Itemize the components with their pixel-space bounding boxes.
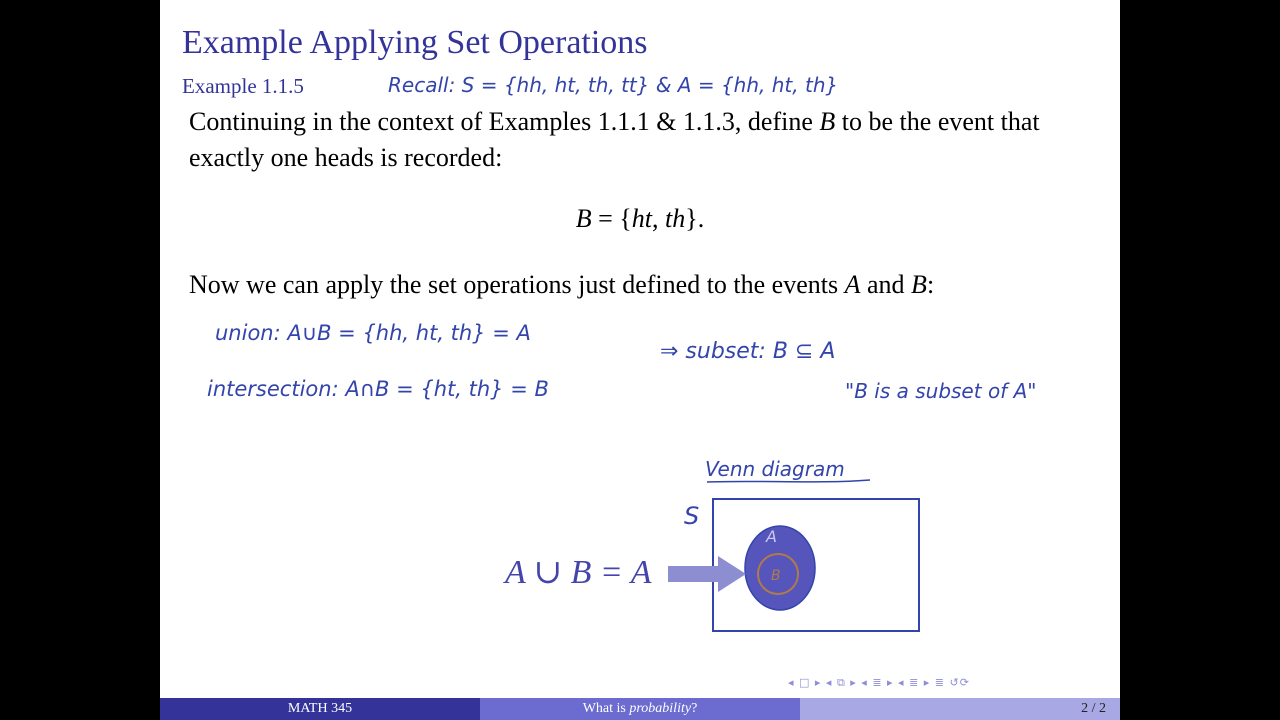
recall-note: Recall: S = {hh, ht, th, tt} & A = {hh, ht, th} [388,73,839,97]
subset-note: ⇒ subset: B ⊆ A [660,339,836,364]
footer-topic-prefix: What is [582,701,630,716]
footer-topic [480,698,800,720]
slide [160,0,1120,720]
beamer-navigation[interactable]: ◂ □ ▸ ◂ ⧉ ▸ ◂ ≣ ▸ ◂ ≣ ▸ ≣ ↺⟳ [788,676,970,689]
union-equals-a-text: A ∪ B = A [505,554,652,591]
example-label: Example 1.1.5 [182,74,304,98]
slide-title: Example Applying Set Operations [182,24,648,61]
venn-title: Venn diagram [705,457,845,481]
footer-topic-emph: probability [629,701,692,716]
example-body: Continuing in the context of Examples 1.1.1 & 1.1.3, define B to be the event that exactly one heads is recorded: [189,107,1040,172]
intersection-note: intersection: A∩B = {ht, th} = B [207,377,549,401]
apply-text: Now we can apply the set operations just defined to the events A and B: [189,270,935,299]
union-equals-a-label [505,552,652,592]
venn-s-label: S [684,502,700,530]
venn-universe-rect [713,499,919,631]
footer-course: MATH 345 [160,698,480,720]
venn-a-label: A [766,527,777,546]
venn-b-label: B [771,568,781,584]
pointer-arrow-icon [668,556,746,592]
footer-topic-suffix: ? [691,701,698,716]
union-note: union: A∪B = {hh, ht, th} = A [215,321,531,345]
footer-bar [160,698,1120,720]
subset-quote: "B is a subset of A" [845,379,1037,403]
handwritten-annotations [160,0,1120,698]
equation-b: B = {ht, th}. [575,204,705,233]
footer-page-number: 2 / 2 [800,698,1120,720]
